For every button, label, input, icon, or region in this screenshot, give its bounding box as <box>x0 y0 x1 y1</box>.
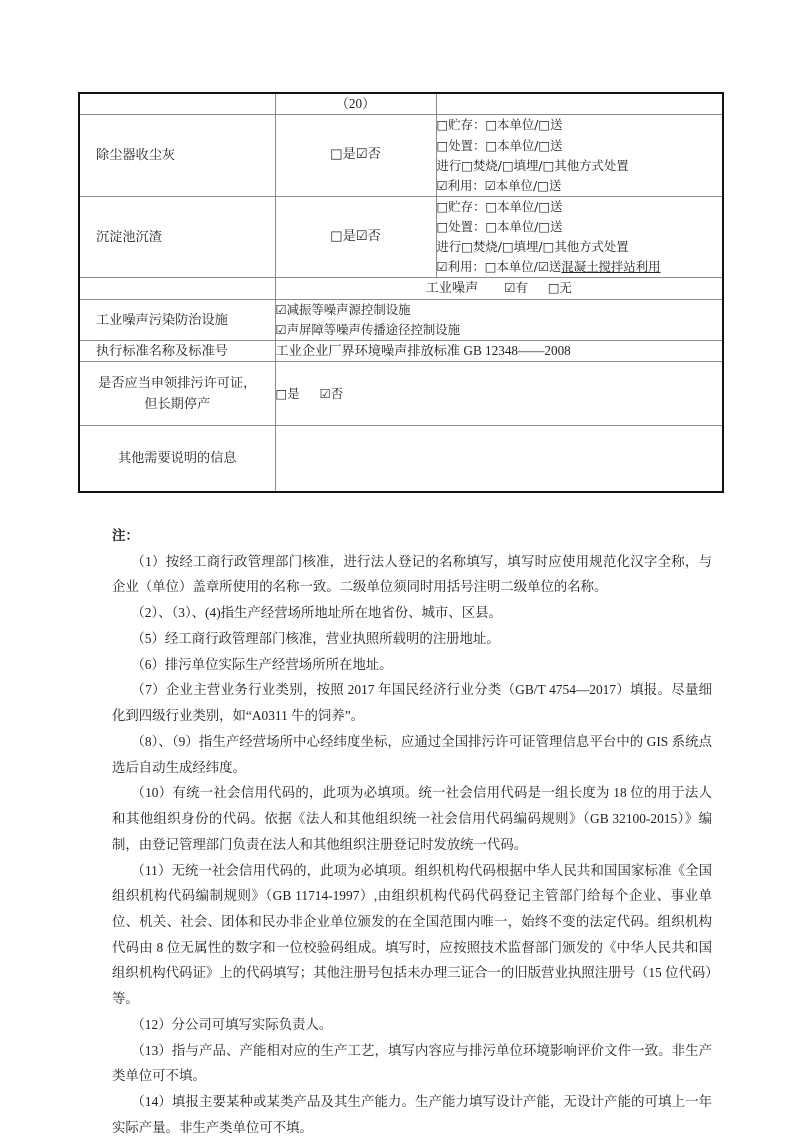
note-item: （7）企业主营业务行业类别，按照 2017 年国民经济行业分类（GB/T 4754—2017）填报。尽量细化到四级行业类别，如“A0311 牛的饲养”。 <box>112 682 712 724</box>
standard-row <box>79 340 723 361</box>
standard-value: 工业企业厂界环境噪声排放标准 GB 12348——2008 <box>275 340 723 361</box>
noise-option-yes[interactable]: ☑有 <box>504 280 528 296</box>
noise-facility-options <box>275 299 723 340</box>
note-item: （6）排污单位实际生产经营场所所在地址。 <box>131 656 393 672</box>
note-item: （2）、（3）、(4)指生产经营场所地址所在地省份、城市、区县。 <box>131 605 502 621</box>
row-label-dust-ash: 除尘器收尘灰 <box>79 115 275 196</box>
note-item: （8）、（9）指生产经营场所中心经纬度坐标，应通过全国排污许可证管理信息平台中的 GIS 系统点选后自动生成经纬度。 <box>112 733 712 775</box>
noise-facility-item-1[interactable]: ☑减振等噪声源控制设施 <box>275 301 411 317</box>
note-item: （13）指与产品、产能相对应的生产工艺，填写内容应与排污单位环境影响评价文件一致。非生产类单位可不填。 <box>112 1042 712 1084</box>
row-label-noise-facility: 工业噪声污染防治设施 <box>79 299 275 340</box>
header-cell-blank-right <box>436 93 723 115</box>
row-yesno-dust-ash[interactable]: □是☑否 <box>275 115 436 196</box>
row-label-standard: 执行标准名称及标准号 <box>79 340 275 361</box>
note-item: （1）按经工商行政管理部门核准，进行法人登记的名称填写，填写时应使用规范化汉字全称，与企业（单位）盖章所使用的名称一致。二级单位须同时用括号注明二级单位的名称。 <box>112 553 712 595</box>
row-yesno-sediment[interactable]: □是☑否 <box>275 196 436 277</box>
note-item: （11）无统一社会信用代码的，此项为必填项。组织机构代码根据中华人民共和国国家标准《全国组织机构代码编制规则》（GB 11714-1997）,由组织机构代码代码登记主管部门给每个企业、事业单位、机关、社会、团体和民办非企业单位颁发的在全国范围内唯一，始终不变的法定代码。组织机构代码由 8 位无属性的数字和一位校验码组成。填写时，应按照技术监督部门颁发的《中华人民共和国组织机构代码证》上的代码填写；其他注册号包括未办理三证合一的旧版营业执照注册号（15 位代码）等。 <box>112 862 712 1007</box>
noise-header-row <box>79 278 723 299</box>
detail-method[interactable]: 进行□焚烧/□填埋/□其他方式处置 <box>436 157 629 173</box>
other-info-value[interactable] <box>275 426 723 492</box>
detail-utilization-note: 混凝土搅拌站利用 <box>561 259 661 275</box>
detail-utilization[interactable]: ☑利用：☑本单位/□送 <box>436 177 562 193</box>
note-item: （14）填报主要某种或某类产品及其生产能力。生产能力填写设计产能，无设计产能的可填上一年实际产量。非生产类单位可不填。 <box>112 1094 712 1135</box>
table-row <box>79 196 723 277</box>
note-item: （10）有统一社会信用代码的，此项为必填项。统一社会信用代码是一组长度为 18 位的用于法人和其他组织身份的代码。依据《法人和其他组织统一社会信用代码编码规则》（GB 32100-2015）》编制，由登记管理部门负责在法人和其他组织注册登记时发放统一代码。 <box>112 785 712 852</box>
permit-option-yes[interactable]: □是 <box>275 385 300 401</box>
permit-label-line-1: 是否应当申领排污许可证， <box>98 375 257 391</box>
table-header-row <box>79 93 723 115</box>
noise-header-blank <box>79 278 275 299</box>
permit-options <box>275 362 723 426</box>
permit-row <box>79 362 723 426</box>
table-row <box>79 115 723 196</box>
notes-section <box>112 523 712 1141</box>
header-cell-number: （20） <box>275 93 436 115</box>
detail-utilization-text: ☑利用：□本单位/☑送 <box>436 259 562 275</box>
header-cell-blank-left <box>79 93 275 115</box>
notes-title: 注： <box>112 528 139 543</box>
permit-option-no[interactable]: ☑否 <box>319 385 344 401</box>
detail-disposal[interactable]: □处置：□本单位/□送 <box>436 137 563 153</box>
detail-utilization[interactable] <box>437 257 723 277</box>
noise-facility-item-2[interactable]: ☑声屏障等噪声传播途径控制设施 <box>275 321 461 337</box>
row-label-sediment: 沉淀池沉渣 <box>79 196 275 277</box>
noise-facility-row <box>79 299 723 340</box>
row-label-other-info: 其他需要说明的信息 <box>79 426 275 492</box>
detail-storage[interactable]: □贮存：□本单位/□送 <box>436 198 563 214</box>
row-details-dust-ash <box>436 115 723 196</box>
noise-header-options[interactable] <box>275 278 723 299</box>
note-item: （5）经工商行政管理部门核准，营业执照所载明的注册地址。 <box>131 630 500 646</box>
detail-method[interactable]: 进行□焚烧/□填埋/□其他方式处置 <box>436 239 629 255</box>
other-info-row <box>79 426 723 492</box>
row-label-permit <box>79 362 275 426</box>
note-item: （12）分公司可填写实际负责人。 <box>131 1016 333 1032</box>
permit-label-line-2: 但长期停产 <box>144 395 211 411</box>
detail-storage[interactable]: □贮存：□本单位/□送 <box>436 117 563 133</box>
row-details-sediment <box>436 196 723 277</box>
detail-disposal[interactable]: □处置：□本单位/□送 <box>436 218 563 234</box>
pollution-form-table <box>78 92 724 493</box>
noise-header-title: 工业噪声 <box>425 280 479 296</box>
noise-option-no[interactable]: □无 <box>547 280 572 296</box>
